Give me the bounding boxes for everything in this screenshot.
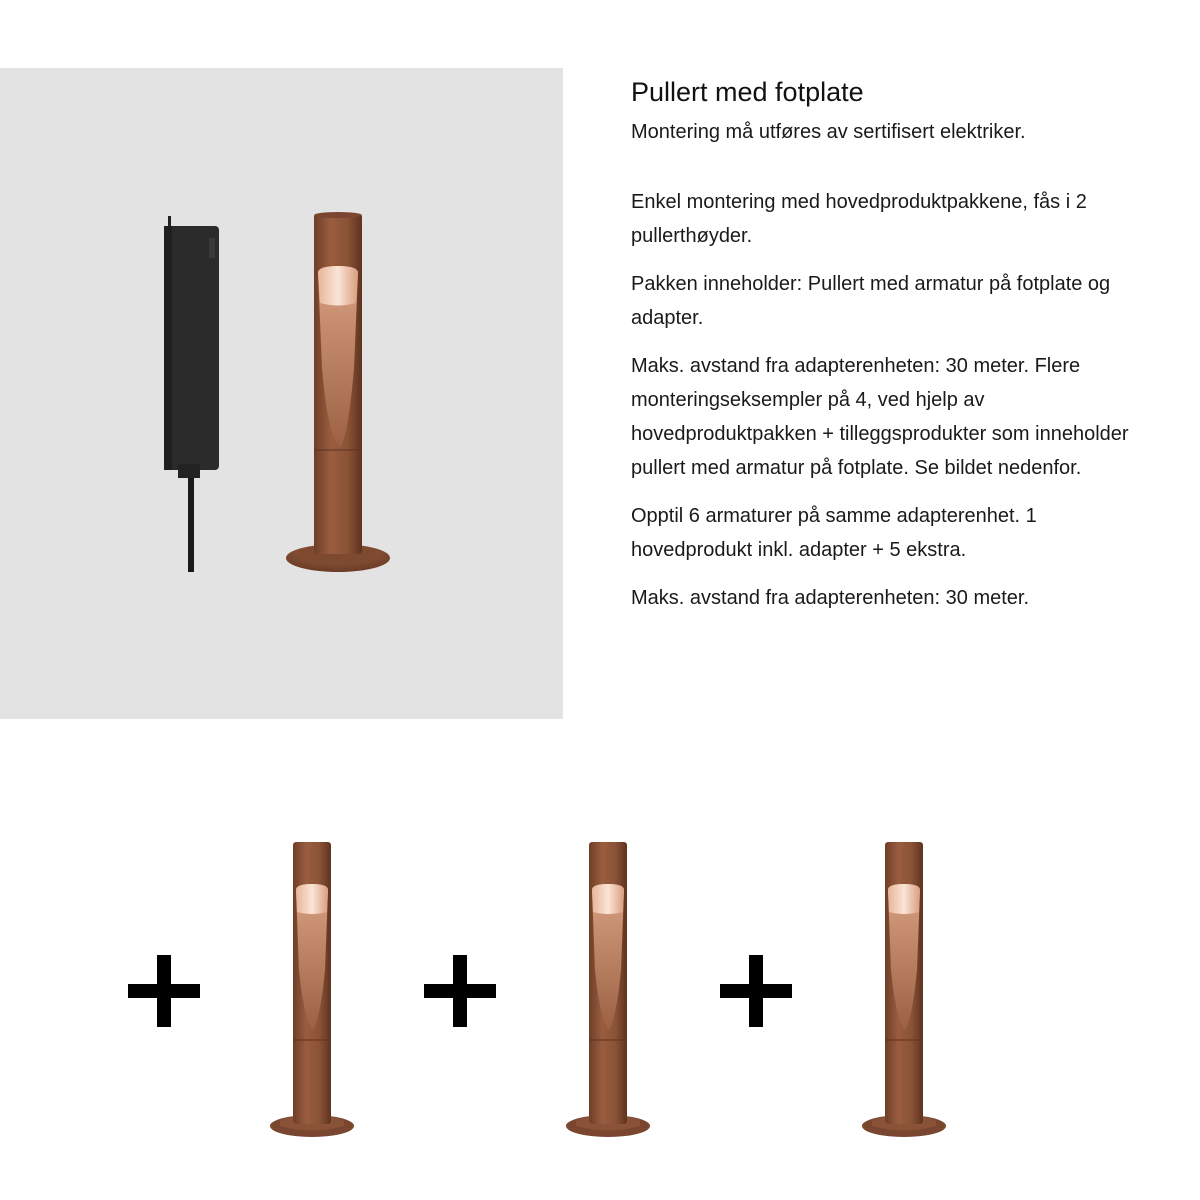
plus-icon	[128, 955, 200, 1027]
plus-icon	[720, 955, 792, 1027]
product-info	[631, 76, 1151, 629]
product-hero-image	[0, 68, 563, 719]
bollard-icon	[286, 212, 390, 572]
product-title: Pullert med fotplate	[631, 77, 864, 107]
additional-products-row	[0, 830, 1200, 1150]
package-contents-paragraph: Pakken inneholder: Pullert med armatur på fotplate og adapter.	[631, 273, 1111, 329]
plus-icon	[424, 955, 496, 1027]
bollard-icon	[262, 830, 362, 1140]
adapter-box-icon	[164, 216, 219, 572]
bollard-icon	[854, 830, 954, 1140]
product-illustration	[0, 68, 563, 719]
bollard-icon	[558, 830, 658, 1140]
description-paragraph: Enkel montering med hovedproduktpakkene, fås i 2 pullerthøyder.	[631, 191, 1087, 247]
mounting-examples-paragraph: Maks. avstand fra adapterenheten: 30 meter. Flere monteringseksempler på 4, ved hjelp av hovedproduktpakken + tilleggsprodukter som inneholder pullert med armatur på fotplate. Se bildet nedenfor.	[631, 355, 1129, 479]
max-distance-paragraph: Maks. avstand fra adapterenheten: 30 meter.	[631, 587, 1030, 609]
fixture-count-paragraph: Opptil 6 armaturer på samme adapterenhet. 1 hovedprodukt inkl. adapter + 5 ekstra.	[631, 505, 1037, 561]
installation-note: Montering må utføres av sertifisert elektriker.	[631, 121, 1026, 143]
